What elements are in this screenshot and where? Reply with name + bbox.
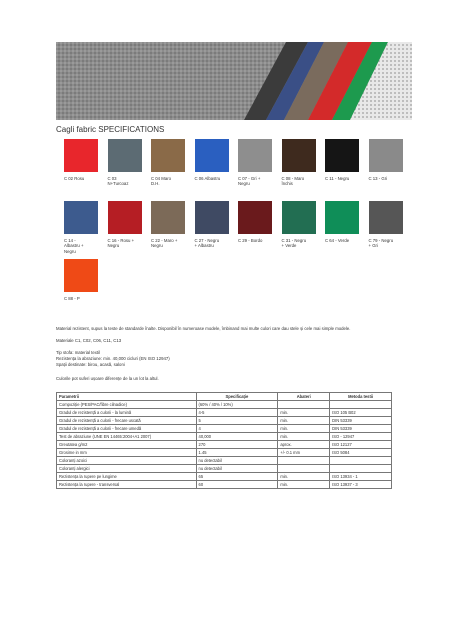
table-row bbox=[57, 441, 392, 449]
table-row bbox=[57, 417, 392, 425]
table-cell: DIN 53339 bbox=[330, 425, 392, 433]
swatch-c13 bbox=[369, 139, 403, 181]
table-cell: aprox. bbox=[278, 441, 330, 449]
swatch-label: C 13 - Gri bbox=[368, 176, 388, 181]
swatch-chip bbox=[195, 139, 229, 172]
table-row bbox=[57, 449, 392, 457]
table-cell: min. bbox=[278, 433, 330, 441]
swatch-chip bbox=[151, 201, 185, 234]
header-cell: Metoda testii bbox=[330, 393, 392, 401]
swatch-label: C 31 - Negru + Verde bbox=[281, 238, 307, 249]
swatch-c07 bbox=[238, 139, 272, 187]
swatch-chip bbox=[369, 139, 403, 172]
swatch-c11 bbox=[325, 139, 359, 181]
swatch-chip bbox=[238, 139, 272, 172]
swatch-chip bbox=[64, 201, 98, 234]
swatch-c22 bbox=[151, 201, 185, 249]
swatch-c64 bbox=[325, 201, 359, 243]
table-cell: min. bbox=[278, 481, 330, 489]
table-cell bbox=[330, 457, 392, 465]
table-cell: 4 bbox=[196, 425, 278, 433]
swatch-label: C 79 - Negru + Gri bbox=[368, 238, 394, 249]
specifications-table bbox=[56, 392, 392, 489]
header-cell: Parametrii bbox=[57, 393, 197, 401]
table-cell: min. bbox=[278, 425, 330, 433]
swatch-label: C 27 - Negru + Albastru bbox=[194, 238, 220, 249]
swatch-c29 bbox=[238, 201, 272, 243]
table-cell: ISO 13934 - 1 bbox=[330, 473, 392, 481]
swatch-label: C 64 - Verde bbox=[325, 238, 350, 243]
table-cell: Coloranți azoici bbox=[57, 457, 197, 465]
table-cell: Rezistența la rupere pe lungime bbox=[57, 473, 197, 481]
swatch-c02 bbox=[64, 139, 98, 181]
swatch-label: C 22 - Maro + Negru bbox=[151, 238, 178, 249]
swatch-c79 bbox=[369, 201, 403, 249]
abrasion-text: Rezistența la abraziune: min. 40,000 cicluri (EN ISO 12947) bbox=[56, 356, 170, 361]
table-row bbox=[57, 473, 392, 481]
swatch-c27 bbox=[195, 201, 229, 249]
table-row bbox=[57, 433, 392, 441]
table-cell: nu detectabil bbox=[196, 465, 278, 473]
swatch-chip bbox=[64, 139, 98, 172]
table-cell: Gradul de rezistență a culorii - la lumină bbox=[57, 409, 197, 417]
description-text: Material rezistent, supus la teste de standarde înalte. Disponibil în numeroase modele, îmbinand mai multe culori care dau stele și cele mai simple modele. bbox=[56, 326, 351, 331]
table-cell: min. bbox=[278, 473, 330, 481]
table-cell: ISO 105 B02 bbox=[330, 409, 392, 417]
swatch-chip bbox=[282, 139, 316, 172]
table-cell: Coloranți alergici bbox=[57, 465, 197, 473]
table-cell: nu detectabil bbox=[196, 457, 278, 465]
swatch-label: C 08 - Maro Închis bbox=[281, 176, 305, 187]
page-title: Cagli fabric SPECIFICATIONS bbox=[56, 125, 165, 134]
table-cell: Rezistența la rupere - transversal bbox=[57, 481, 197, 489]
header-cell: Abateri bbox=[278, 393, 330, 401]
swatch-label: C 11 - Negru bbox=[325, 176, 350, 181]
swatch-chip bbox=[282, 201, 316, 234]
table-cell bbox=[278, 401, 330, 409]
table-header-row bbox=[57, 393, 392, 401]
swatch-label: C 16 - Rosu + Negru bbox=[107, 238, 135, 249]
swatch-chip bbox=[238, 201, 272, 234]
swatch-label: C 06 Albastru bbox=[194, 176, 221, 181]
table-cell: Test de abraziune (UNE EN 14465:2004+A1 2007) bbox=[57, 433, 197, 441]
table-cell bbox=[330, 465, 392, 473]
table-row bbox=[57, 401, 392, 409]
table-cell: 40,000 bbox=[196, 433, 278, 441]
table-cell: 5 bbox=[196, 417, 278, 425]
table-cell: 1.45 bbox=[196, 449, 278, 457]
table-cell: Gradul de rezistență a culorii - frecare uscată bbox=[57, 417, 197, 425]
swatch-c14 bbox=[64, 201, 98, 254]
swatch-c16 bbox=[108, 201, 142, 249]
table-cell bbox=[330, 401, 392, 409]
swatch-chip bbox=[325, 139, 359, 172]
swatch-chip bbox=[108, 201, 142, 234]
table-cell: ISO 5084 bbox=[330, 449, 392, 457]
table-cell: +/- 0.1 mm bbox=[278, 449, 330, 457]
table-cell bbox=[278, 457, 330, 465]
swatch-chip bbox=[369, 201, 403, 234]
swatch-label: C 02 Rosu bbox=[64, 176, 85, 181]
table-cell: Gradul de rezistență a culorii - frecare umedă bbox=[57, 425, 197, 433]
swatch-c06 bbox=[195, 139, 229, 181]
table-cell: 4-5 bbox=[196, 409, 278, 417]
table-cell: Compoziție (PES/PAC/fibre cilnadice) bbox=[57, 401, 197, 409]
table-cell: min. bbox=[278, 409, 330, 417]
swatch-label: C 07 - Gri + Negru bbox=[238, 176, 261, 187]
table-row bbox=[57, 457, 392, 465]
table-cell: 270 bbox=[196, 441, 278, 449]
table-cell: 60 bbox=[196, 481, 278, 489]
header-cell: Specificație bbox=[196, 393, 278, 401]
table-cell: ISO 12127 bbox=[330, 441, 392, 449]
note-text: Culorile pot suferi ușoare diferențe de la un lot la altul. bbox=[56, 376, 159, 381]
table-row bbox=[57, 481, 392, 489]
table-row bbox=[57, 425, 392, 433]
table-cell: DIN 53339 bbox=[330, 417, 392, 425]
table-cell: (60% / 40% / 10%) bbox=[196, 401, 278, 409]
swatch-label: C 03 N+Turcoaz bbox=[107, 176, 129, 187]
swatch-label: C 88 - P bbox=[64, 296, 80, 301]
fabric-hero-image bbox=[56, 42, 412, 120]
swatch-label: C 14 - Albastru + Negru bbox=[64, 238, 84, 254]
table-cell: Greutatea g/m2 bbox=[57, 441, 197, 449]
table-row bbox=[57, 465, 392, 473]
swatch-chip bbox=[325, 201, 359, 234]
swatch-c08 bbox=[282, 139, 316, 187]
spaces-text: Spații destinate: birou, acasă, saloni bbox=[56, 362, 125, 367]
materials-text: Materiale C1, C02, C06, C11, C13 bbox=[56, 338, 122, 343]
fabric-rolls-photo bbox=[56, 42, 412, 120]
swatch-chip bbox=[108, 139, 142, 172]
table-cell: min. bbox=[278, 417, 330, 425]
table-cell: Grosime in mm bbox=[57, 449, 197, 457]
swatch-c03 bbox=[108, 139, 142, 187]
swatch-c04 bbox=[151, 139, 185, 187]
swatch-label: C 29 - Bordo bbox=[238, 238, 263, 243]
swatch-c88 bbox=[64, 259, 98, 301]
table-cell: ISO - 12947 bbox=[330, 433, 392, 441]
table-body bbox=[57, 401, 392, 489]
table-cell: ISO 13937 - 3 bbox=[330, 481, 392, 489]
swatch-chip bbox=[195, 201, 229, 234]
swatch-c31 bbox=[282, 201, 316, 249]
table-cell: 65 bbox=[196, 473, 278, 481]
table-cell bbox=[278, 465, 330, 473]
swatch-label: C 04 Maro D.H. bbox=[151, 176, 172, 187]
swatch-chip bbox=[151, 139, 185, 172]
fabric-type-text: Tip stofa: material textil bbox=[56, 350, 101, 355]
swatch-chip bbox=[64, 259, 98, 292]
table-row bbox=[57, 409, 392, 417]
